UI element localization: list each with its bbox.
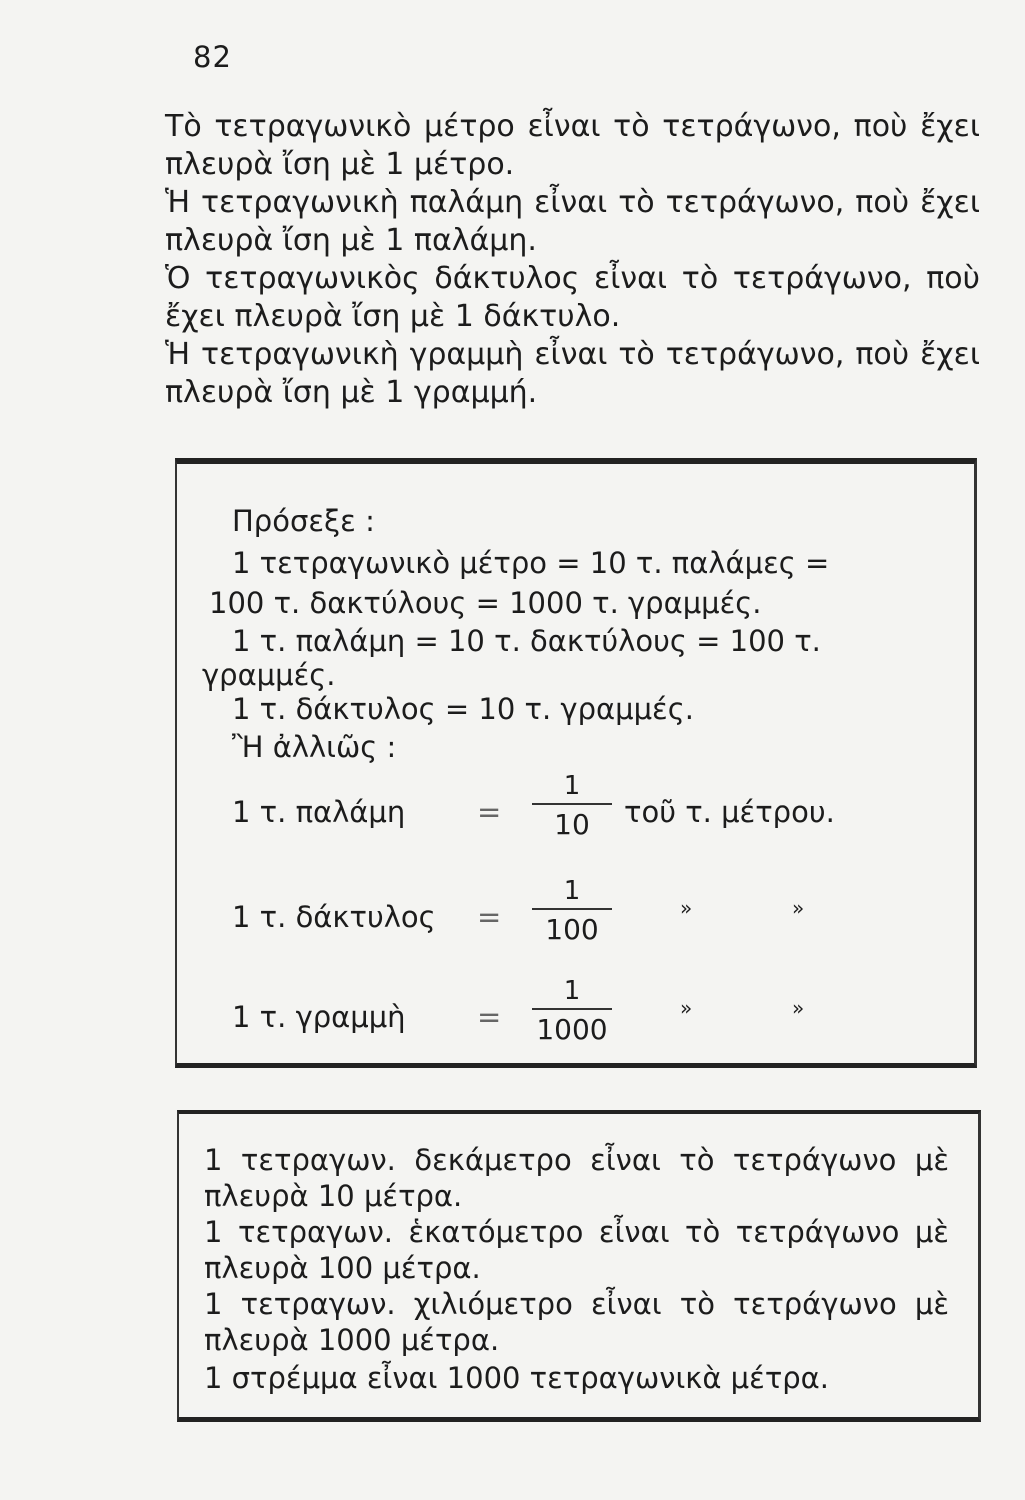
note-line: 1 τετραγωνικὸ μέτρο = 10 τ. παλάμες =	[232, 546, 830, 580]
denominator: 1000	[536, 1013, 608, 1046]
definition-square-palm: Ἡ τετραγωνικὴ παλάμη εἶναι τὸ τετράγωνο, ποὺ ἔχει πλευρὰ ἴση μὲ 1 παλάμη.	[165, 185, 980, 258]
equals-sign: =	[477, 1000, 502, 1034]
fraction-bar	[532, 908, 612, 910]
intro-definitions	[165, 108, 980, 412]
note-line: γραμμές.	[202, 658, 336, 692]
ditto-mark: »	[680, 896, 693, 920]
note-heading: Πρόσεξε :	[232, 504, 375, 538]
definition-stremma: 1 στρέμμα εἶναι 1000 τετραγωνικὰ μέτρα.	[204, 1361, 830, 1395]
note-box	[175, 458, 977, 1068]
equals-sign: =	[477, 795, 502, 829]
numerator: 1	[563, 876, 581, 906]
fraction-row	[232, 976, 932, 1052]
equals-sign: =	[477, 900, 502, 934]
numerator: 1	[563, 771, 581, 801]
denominator: 10	[554, 808, 590, 841]
denominator: 100	[545, 913, 599, 946]
fraction-row	[232, 876, 932, 952]
fraction-lhs: 1 τ. γραμμὴ	[232, 1000, 406, 1034]
definition-square-metre: Τὸ τετραγωνικὸ μέτρο εἶναι τὸ τετράγωνο, ποὺ ἔχει πλευρὰ ἴση μὲ 1 μέτρο.	[165, 109, 980, 182]
large-units-box	[177, 1110, 981, 1422]
fraction-lhs: 1 τ. παλάμη	[232, 795, 406, 829]
fraction-suffix: τοῦ τ. μέτρου.	[624, 795, 835, 829]
note-line: 1 τ. παλάμη = 10 τ. δακτύλους = 100 τ.	[232, 624, 821, 658]
ditto-mark: »	[680, 996, 693, 1020]
fraction-bar	[532, 1008, 612, 1010]
note-line: 100 τ. δακτύλους = 1000 τ. γραμμές.	[209, 586, 762, 620]
note-line: 1 τ. δάκτυλος = 10 τ. γραμμές.	[232, 692, 694, 726]
definition-square-line: Ἡ τετραγωνικὴ γραμμὴ εἶναι τὸ τετράγωνο, ποὺ ἔχει πλευρὰ ἴση μὲ 1 γραμμή.	[165, 337, 980, 410]
numerator: 1	[563, 976, 581, 1006]
definition-square-finger: Ὁ τετραγωνικὸς δάκτυλος εἶναι τὸ τετράγωνο, ποὺ ἔχει πλευρὰ ἴση μὲ 1 δάκτυλο.	[165, 261, 980, 334]
fraction	[532, 771, 612, 841]
definition-square-kilometre: 1 τετραγων. χιλιόμετρο εἶναι τὸ τετράγωνο μὲ πλευρὰ 1000 μέτρα.	[204, 1287, 949, 1357]
page-number: 82	[193, 40, 232, 74]
fraction	[532, 976, 612, 1046]
fraction	[532, 876, 612, 946]
ditto-mark: »	[792, 896, 805, 920]
note-line: Ἢ ἀλλιῶς :	[232, 730, 397, 764]
fraction-row	[232, 771, 932, 847]
fraction-bar	[532, 803, 612, 805]
definition-square-hectometre: 1 τετραγων. ἑκατόμετρο εἶναι τὸ τετράγωνο μὲ πλευρὰ 100 μέτρα.	[204, 1215, 949, 1285]
definition-square-decametre: 1 τετραγων. δεκάμετρο εἶναι τὸ τετράγωνο μὲ πλευρὰ 10 μέτρα.	[204, 1143, 949, 1213]
fraction-lhs: 1 τ. δάκτυλος	[232, 900, 436, 934]
ditto-mark: »	[792, 996, 805, 1020]
